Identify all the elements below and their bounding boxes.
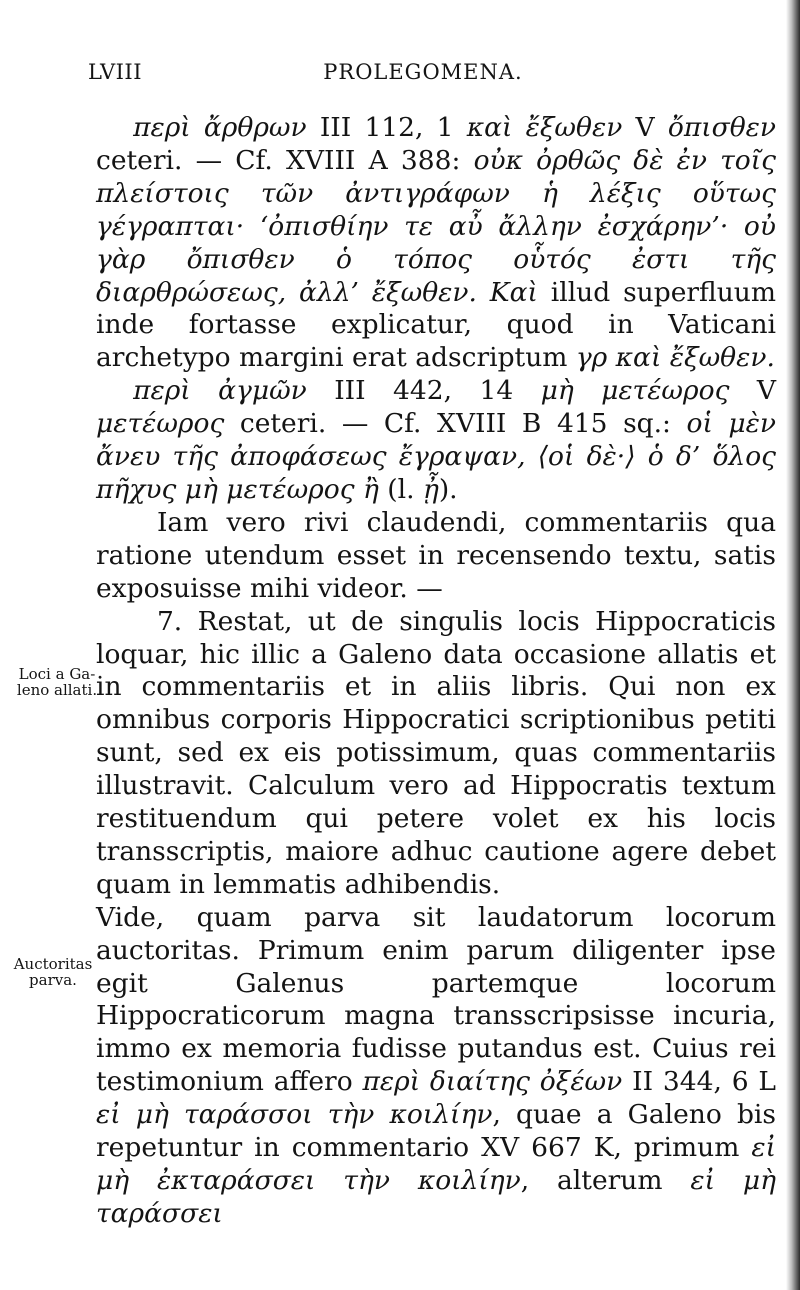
latin-text: III 112, 1	[306, 112, 467, 143]
greek-text: περὶ ἄρθρων	[133, 112, 307, 143]
running-title: PROLEGOMENA.	[323, 60, 523, 84]
greek-text: μὴ μετέωρος	[540, 375, 730, 407]
greek-text: οἱ μὲν ἄνευ τῆς ἀποφάσεως ἔγραψαν, ⟨οἱ δὲ·⟩ ὁ δ’ ὅλος πῆχυς μὴ μετέωρος ἢ	[96, 408, 776, 505]
sidenote-auctoritas-parva	[8, 956, 98, 988]
greek-text: περὶ ἀγμῶν	[133, 375, 307, 407]
latin-text: (l.	[378, 473, 423, 505]
greek-text: ὄπισθεν	[667, 112, 776, 143]
greek-text: καὶ ἔξωθεν	[466, 112, 623, 143]
greek-text: γρ καὶ ἔξωθεν.	[575, 342, 775, 374]
paragraph-arthron	[96, 112, 776, 375]
latin-text: V	[622, 112, 668, 143]
sidenote-loci-a-galeno	[12, 666, 102, 698]
latin-text: III 442, 14	[306, 375, 541, 407]
main-text	[96, 112, 776, 1231]
latin-text: , quae a Galeno bis repetuntur in commentario XV 667 K, primum	[96, 1099, 776, 1164]
greek-text: μετέωρος	[96, 408, 225, 440]
latin-text: illud superfluum inde fortasse explicatur, quod in Vaticani archetypo margini erat adscriptum	[96, 276, 776, 374]
latin-text: V	[729, 375, 776, 407]
greek-text: εἰ μὴ ταράσσει	[96, 1165, 776, 1229]
latin-text: Vide, quam parva sit laudatorum locorum auctoritas. Primum enim parum diligenter ipse egit Galenus partemque locorum Hippocraticorum magna transscripsisse incuria, immo ex memoria fudisse putandus est. Cuius rei testimonium affero	[96, 901, 776, 1098]
latin-text: ceteri. — Cf. XVIII B 415 sq.:	[224, 408, 687, 440]
page-number: LVIII	[88, 60, 143, 84]
paragraph-restat	[96, 606, 776, 902]
sidenote-line: leno allati.	[16, 681, 98, 699]
paragraph-vide	[96, 902, 776, 1231]
latin-text: ).	[438, 473, 458, 505]
latin-text: II 344, 6 L	[622, 1066, 777, 1098]
greek-text: περὶ διαίτης ὀξέων	[362, 1066, 623, 1098]
latin-text: , alterum	[520, 1165, 691, 1196]
latin-text: 7. Restat, ut de singulis locis Hippocraticis loquar, hic illic a Galeno data occasione allatis et in commentariis et in aliis libris. Qui non ex omnibus corporis Hippocratici scriptionibus petiti sunt, sed ex eis potissimum, quas commentariis illustravit. Calculum vero ad Hippocratis textum restituendum qui petere volet ex his locis transscriptis, maiore adhuc cautione agere debet quam in lemmatis adhibendis.	[96, 605, 776, 900]
running-header	[88, 60, 758, 90]
greek-text: οὐκ ὀρθῶς δὲ ἐν τοῖς πλείστοις τῶν ἀντιγράφων ἡ λέξις οὕτως γέγραπται· ‘ὀπισθίην τε αὖ ἄλλην ἐσχάρην’· οὐ γὰρ ὄπισθεν ὁ τόπος οὗτός ἐστι τῆς διαρθρώσεως, ἀλλ’ ἔξωθεν. Καὶ	[96, 144, 776, 308]
page-edge-shadow	[786, 0, 800, 1290]
greek-text: εἰ μὴ ταράσσοι τὴν κοιλίην	[96, 1099, 493, 1131]
latin-text: Iam vero rivi claudendi, commentariis qua ratione utendum esset in recensendo textu, satis exposuisse mihi videor. —	[96, 506, 776, 604]
latin-text: ceteri. — Cf. XVIII A 388:	[96, 144, 474, 176]
paragraph-agmon	[96, 375, 776, 507]
sidenote-line: Auctoritas	[13, 955, 93, 973]
greek-text: ᾖ	[422, 473, 439, 505]
sidenote-line: parva.	[29, 971, 77, 989]
paragraph-iam-vero	[96, 507, 776, 606]
sidenote-line: Loci a Ga-	[18, 665, 96, 683]
greek-text: εἰ μὴ ἐκταράσσει τὴν κοιλίην	[96, 1132, 776, 1196]
